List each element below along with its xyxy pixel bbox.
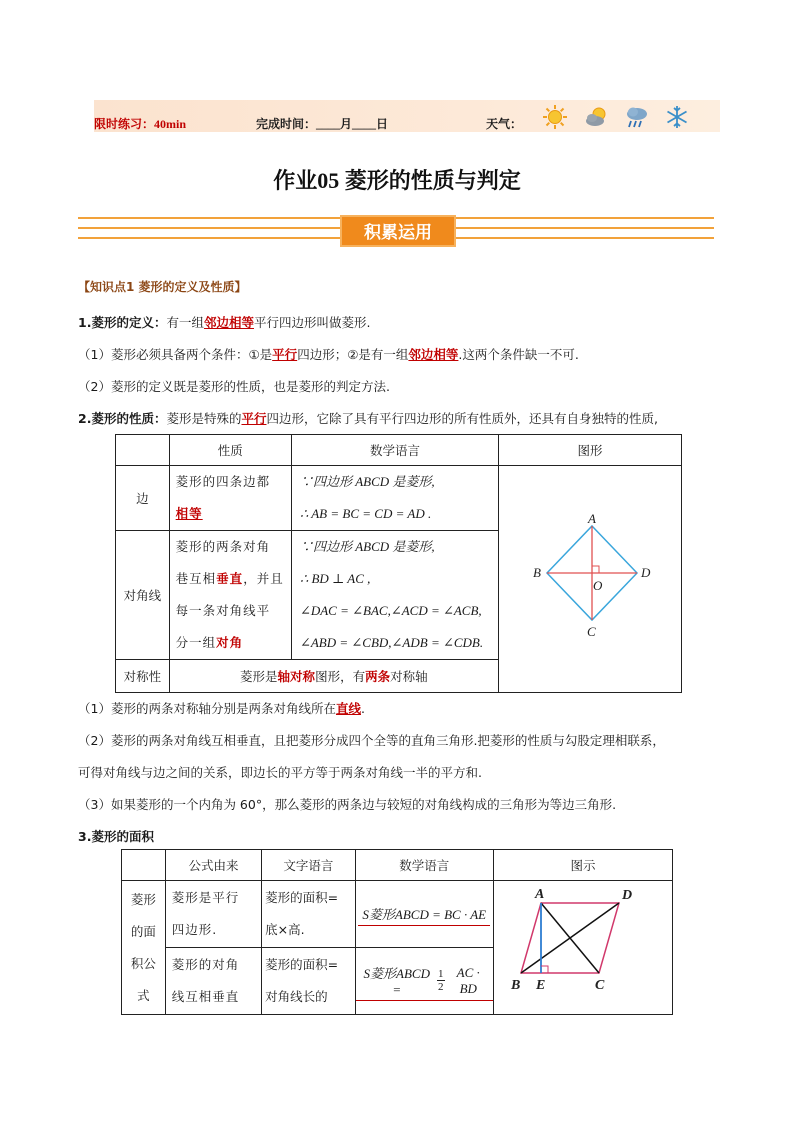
math-base-height: S菱形ABCD = BC · AE: [355, 881, 493, 948]
label-D: D: [640, 564, 651, 580]
row-label-area: 菱形 的面 积公 式: [122, 881, 166, 1015]
rhombus-figure-cell: [498, 466, 681, 693]
header-property: 性质: [169, 435, 291, 466]
header-banner: [94, 100, 720, 132]
origin-parallelogram: 菱形是平行 四边形.: [165, 881, 261, 948]
note-2: （2）菱形的两条对角线互相垂直，且把菱形分成四个全等的直角三角形.把菱形的性质与勾股定理相联系，: [78, 733, 665, 748]
label-B: B: [532, 564, 541, 580]
label-A: A: [587, 512, 596, 526]
note-2-cont: 可得对角线与边之间的关系，即边长的平方等于两条对角线一半的平方和.: [78, 765, 482, 780]
row-label-diagonal: 对角线: [116, 531, 170, 660]
text-diagonals: 菱形的面积= 对角线长的: [262, 948, 355, 1015]
sun-icon: [542, 104, 568, 130]
note-3: （3）如果菱形的一个内角为 60°，那么菱形的两条边与较短的对角线构成的三角形为等边三角形.: [78, 797, 617, 812]
edge-property: 菱形的四条边都 相等: [169, 466, 291, 531]
diagonal-math: ∵四边形 ABCD 是菱形, ∴ BD ⊥ AC , ∠DAC = ∠BAC,∠ACD = ∠ACB, ∠ABD = ∠CBD,∠ADB = ∠CDB.: [291, 531, 498, 660]
header-text-language: 文字语言: [262, 850, 355, 881]
weather-label: 天气：: [486, 117, 523, 131]
text-base-height: 菱形的面积= 底×高.: [262, 881, 355, 948]
fig2-label-B: B: [510, 978, 521, 993]
partly-cloudy-icon: [584, 104, 610, 130]
snowflake-icon: [664, 104, 690, 130]
header-math-language: 数学语言: [291, 435, 498, 466]
origin-diagonals: 菱形的对角 线互相垂直: [165, 948, 261, 1015]
time-limit: 限时练习：40min: [94, 117, 187, 131]
rain-icon: [624, 104, 650, 130]
note-1: （1）菱形的两条对称轴分别是两条对角线所在直线.: [78, 701, 365, 716]
page-title: 作业05 菱形的性质与判定: [273, 168, 521, 193]
definition-note: （2）菱形的定义既是菱形的性质，也是菱形的判定方法.: [78, 379, 390, 394]
area-heading: 3.菱形的面积: [78, 829, 154, 844]
property-paragraph: 2.菱形的性质：菱形是特殊的平行四边形，它除了具有平行四边形的所有性质外，还具有自身独特的性质,: [78, 411, 658, 426]
knowledge-point-heading: 【知识点1 菱形的定义及性质】: [78, 280, 247, 294]
math-diagonals: S菱形ABCD = $\frac{1}{2}$ AC · BD: [355, 948, 493, 1015]
definition-paragraph: 1.菱形的定义：有一组邻边相等平行四边形叫做菱形.: [78, 315, 371, 330]
condition-paragraph: （1）菱形必须具备两个条件：①是平行四边形；②是有一组邻边相等.这两个条件缺一不可.: [78, 347, 579, 362]
fig2-label-E: E: [535, 978, 546, 993]
fig2-label-A: A: [534, 887, 545, 902]
header-diagram: 图示: [493, 850, 672, 881]
label-O: O: [592, 577, 603, 593]
parallelogram-figure-cell: [493, 881, 672, 1015]
header-formula-origin: 公式由来: [165, 850, 261, 881]
area-table: [121, 849, 673, 1015]
edge-math: ∵四边形 ABCD 是菱形, ∴ AB = BC = CD = AD .: [291, 466, 498, 531]
diagonal-property: 菱形的两条对角 巷互相垂直，并且 每一条对角线平 分一组对角: [169, 531, 291, 660]
label-C: C: [586, 623, 596, 639]
fig2-label-D: D: [621, 888, 633, 903]
fig2-label-C: C: [594, 978, 605, 993]
finish-time: 完成时间：____月____日: [256, 117, 389, 131]
row-label-symmetry: 对称性: [116, 660, 170, 693]
header-math-language-2: 数学语言: [355, 850, 493, 881]
area-figure: [494, 881, 672, 1011]
header-figure: 图形: [498, 435, 681, 466]
section-heading: 积累运用: [340, 215, 456, 247]
row-label-edge: 边: [116, 466, 170, 531]
symmetry-property: 菱形是轴对称图形，有两条对称轴: [169, 660, 498, 693]
property-table: [115, 434, 682, 693]
rhombus-figure: [499, 513, 681, 643]
